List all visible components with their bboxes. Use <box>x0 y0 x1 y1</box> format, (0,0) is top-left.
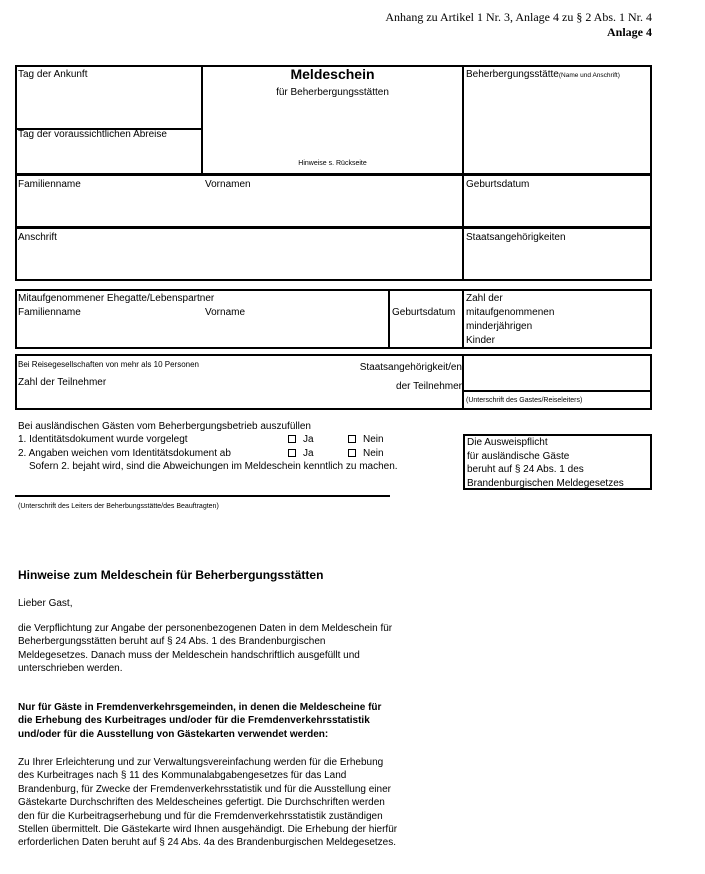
id-obligation-line: Brandenburgischen Meldegesetzes <box>467 477 624 489</box>
notes-paragraph: Zu Ihrer Erleichterung und zur Verwaltungsvereinfachung werden für die Erhebung des Kurbeitrages nach § 11 des Kommunalabgabengesetzes für das Land Brandenburg, für Zwecke der Fremdenverkehrsstatistik und für die Ausstellung einer Gästekarte Durchschriften des Meldescheines gefertigt. Die Durchschriften werden den für die Kurbeitragserhebung und für die Fremdenverkehrsstatistik zuständigen Stellen übermittelt. Die Gästekarte wird Ihnen ausgehändigt. Die Erhebung der hierfür erforderlichen Daten beruht auf § 24 Abs. 4a des Brandenburgischen Meldegesetzes. <box>18 757 398 849</box>
minors-line: minderjährigen <box>466 321 533 332</box>
yes-label: Ja <box>303 434 314 445</box>
name-box <box>15 174 652 228</box>
spouse-surname-field[interactable]: Familienname <box>18 307 81 318</box>
signature-line[interactable] <box>15 495 390 497</box>
spouse-birthdate-field[interactable]: Geburtsdatum <box>392 307 456 318</box>
id-presented-question: 1. Identitätsdokument wurde vorgelegt <box>18 434 188 445</box>
data-differs-note: Sofern 2. bejaht wird, sind die Abweichungen im Meldeschein kenntlich zu machen. <box>29 461 398 472</box>
participants-count-field[interactable]: Zahl der Teilnehmer <box>18 377 107 388</box>
appendix-reference: Anhang zu Artikel 1 Nr. 3, Anlage 4 zu § 2 Abs. 1 Nr. 4 <box>385 10 652 24</box>
yes-label: Ja <box>303 448 314 459</box>
form-title: Meldeschein <box>290 66 375 82</box>
id-obligation-line: beruht auf § 24 Abs. 1 des <box>467 464 584 475</box>
minors-line: Kinder <box>466 335 495 346</box>
group-nationality-line: der Teilnehmer <box>396 381 462 392</box>
checkbox-icon[interactable] <box>348 449 356 457</box>
group-nationality-line: Staatsangehörigkeit/en <box>359 362 462 373</box>
id-obligation-box <box>463 434 652 490</box>
no-label: Nein <box>363 434 384 445</box>
data-differs-yes[interactable] <box>288 448 314 460</box>
id-presented-yes[interactable] <box>288 434 314 446</box>
notes-heading: Hinweise zum Meldeschein für Beherbergungsstätten <box>18 568 324 582</box>
arrival-date-field[interactable]: Tag der Ankunft <box>18 69 88 80</box>
data-differs-question: 2. Angaben weichen vom Identitätsdokument ab <box>18 448 231 459</box>
annex-label: Anlage 4 <box>607 25 652 39</box>
departure-date-field[interactable]: Tag der voraussichtlichen Abreise <box>18 129 167 140</box>
spouse-firstname-field[interactable]: Vorname <box>205 307 246 318</box>
manager-signature-caption: (Unterschrift des Leiters der Beherbungsstätte/des Beauftragten) <box>18 503 219 510</box>
notes-greeting: Lieber Gast, <box>18 598 73 609</box>
minors-count-field[interactable] <box>466 292 554 348</box>
notes-paragraph: die Verpflichtung zur Angabe der personenbezogenen Daten in dem Meldeschein für Beherbergungsstätten beruht auf § 24 Abs. 1 des Brandenburgischen Meldegesetzes. Danach muss der Meldeschein handschriftlich ausgefüllt und unterschrieben werden. <box>18 623 393 675</box>
minors-line: mitaufgenommenen <box>466 307 555 318</box>
foreign-guests-heading: Bei ausländischen Gästen vom Beherbergungsbetrieb auszufüllen <box>18 421 311 432</box>
group-nationality-field[interactable] <box>300 358 462 396</box>
id-presented-no[interactable] <box>348 434 384 446</box>
spouse-heading: Mitaufgenommener Ehegatte/Lebenspartner <box>18 293 215 304</box>
notes-paragraph-bold: Nur für Gäste in Fremdenverkehrsgemeinden, in denen die Meldescheine für die Erhebung des Kurbeitrages und/oder für die Fremdenverkehrsstatistik und/oder für die Ausstellung von Gästekarten verwendet werden: <box>18 702 382 740</box>
group-heading: Bei Reisegesellschaften von mehr als 10 Personen <box>18 360 199 369</box>
data-differs-no[interactable] <box>348 448 384 460</box>
minors-line: Zahl der <box>466 293 503 304</box>
nationality-field[interactable]: Staatsangehörigkeiten <box>466 232 566 243</box>
establishment-field[interactable] <box>466 69 620 82</box>
establishment-label: Beherbergungsstätte <box>466 69 559 80</box>
surname-field[interactable]: Familienname <box>18 179 81 190</box>
no-label: Nein <box>363 448 384 459</box>
guest-signature-field[interactable]: (Unterschrift des Gastes/Reiseleiters) <box>466 397 583 404</box>
checkbox-icon[interactable] <box>288 449 296 457</box>
id-obligation-line: für ausländische Gäste <box>467 450 570 462</box>
address-field[interactable]: Anschrift <box>18 232 57 243</box>
firstnames-field[interactable]: Vornamen <box>205 179 251 190</box>
note-back: Hinweise s. Rückseite <box>298 160 367 167</box>
checkbox-icon[interactable] <box>288 435 296 443</box>
form-subtitle: für Beherbergungsstätten <box>276 87 389 98</box>
id-obligation-line: Die Ausweispflicht <box>467 437 548 448</box>
birthdate-field[interactable]: Geburtsdatum <box>466 179 530 190</box>
checkbox-icon[interactable] <box>348 435 356 443</box>
establishment-note: (Name und Anschrift) <box>558 72 620 79</box>
